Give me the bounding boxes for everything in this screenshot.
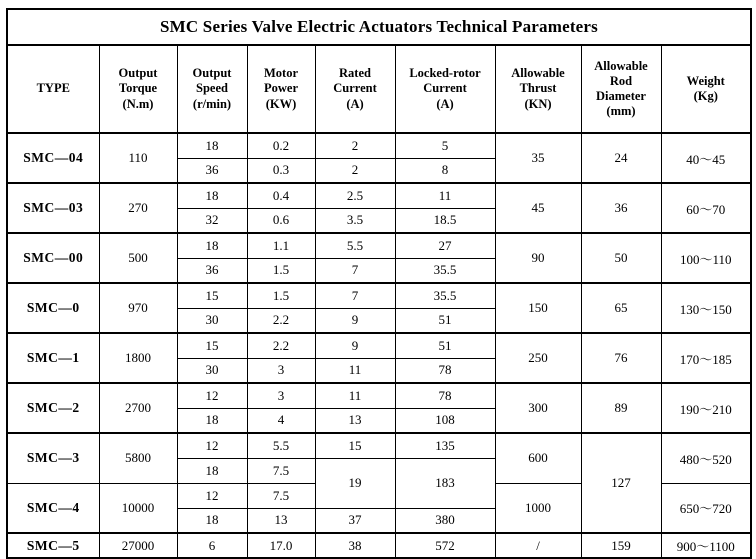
- row-locked-smc-04-a: 5: [395, 133, 495, 158]
- column-header-allowable-rod-diameter-line-1: Allowable: [594, 58, 648, 73]
- row-thrust-smc-04: 35: [495, 133, 581, 183]
- row-locked-smc-0-b: 51: [395, 308, 495, 333]
- page-title: SMC Series Valve Electric Actuators Technical Parameters: [7, 9, 751, 45]
- row-type-smc-3: SMC—3: [7, 433, 99, 483]
- row-rated-smc-3-b-span: 19: [315, 458, 395, 508]
- row-type-smc-0: SMC—0: [7, 283, 99, 333]
- row-rated-smc-0-a: 7: [315, 283, 395, 308]
- column-header-locked-rotor-current-line-2: Current: [423, 81, 467, 96]
- column-header-output-speed-line-3: (r/min): [192, 96, 232, 111]
- row-rated-smc-2-b: 13: [315, 408, 395, 433]
- technical-parameters-table: [6, 8, 752, 559]
- row-type-smc-4: SMC—4: [7, 483, 99, 533]
- row-rod-smc-3-and-smc-4: 127: [581, 433, 661, 533]
- column-header-weight-line-2: (Kg): [693, 89, 718, 103]
- row-locked-smc-1-a: 51: [395, 333, 495, 358]
- column-header-rated-current-line-3: (A): [346, 96, 364, 111]
- row-thrust-smc-5: /: [495, 533, 581, 558]
- column-header-locked-rotor-current-line-1: Locked-rotor: [409, 66, 481, 81]
- row-locked-smc-00-b: 35.5: [395, 258, 495, 283]
- row-weight-smc-2: 190～210: [661, 383, 751, 433]
- row-rod-smc-2: 89: [581, 383, 661, 433]
- row-power-smc-3-b: 7.5: [247, 458, 315, 483]
- row-locked-smc-2-b: 108: [395, 408, 495, 433]
- row-rated-smc-1-a: 9: [315, 333, 395, 358]
- row-locked-smc-03-b: 18.5: [395, 208, 495, 233]
- column-header-weight-line-1: Weight: [686, 73, 725, 88]
- row-rod-smc-1: 76: [581, 333, 661, 383]
- row-rated-smc-2-a: 11: [315, 383, 395, 408]
- row-locked-smc-00-a: 27: [395, 233, 495, 258]
- column-header-allowable-rod-diameter: [581, 45, 661, 133]
- row-type-smc-2: SMC—2: [7, 383, 99, 433]
- row-rated-smc-1-b: 11: [315, 358, 395, 383]
- column-header-motor-power: [247, 45, 315, 133]
- row-power-smc-04-b: 0.3: [247, 158, 315, 183]
- row-locked-smc-2-a: 78: [395, 383, 495, 408]
- table-row: [7, 433, 751, 458]
- row-locked-smc-0-a: 35.5: [395, 283, 495, 308]
- row-torque-smc-00: 500: [99, 233, 177, 283]
- table-row: [7, 183, 751, 208]
- row-weight-smc-0: 130～150: [661, 283, 751, 333]
- row-power-smc-1-b: 3: [247, 358, 315, 383]
- row-rated-smc-5: 38: [315, 533, 395, 558]
- row-speed-smc-3-a: 12: [177, 433, 247, 458]
- column-header-allowable-thrust: [495, 45, 581, 133]
- column-header-output-torque-line-1: Output: [118, 66, 158, 81]
- row-power-smc-00-b: 1.5: [247, 258, 315, 283]
- row-speed-smc-2-b: 18: [177, 408, 247, 433]
- row-speed-smc-3-b: 18: [177, 458, 247, 483]
- row-locked-smc-03-a: 11: [395, 183, 495, 208]
- row-power-smc-00-a: 1.1: [247, 233, 315, 258]
- row-power-smc-4-a: 7.5: [247, 483, 315, 508]
- row-type-smc-04: SMC—04: [7, 133, 99, 183]
- row-power-smc-04-a: 0.2: [247, 133, 315, 158]
- row-speed-smc-04-b: 36: [177, 158, 247, 183]
- column-header-allowable-rod-diameter-line-4: (mm): [606, 104, 636, 119]
- column-header-output-speed: [177, 45, 247, 133]
- table-header-row: [7, 45, 751, 133]
- column-header-output-torque-line-2: Torque: [118, 81, 158, 96]
- row-speed-smc-03-a: 18: [177, 183, 247, 208]
- row-locked-smc-1-b: 78: [395, 358, 495, 383]
- row-speed-smc-5: 6: [177, 533, 247, 558]
- row-power-smc-4-b: 13: [247, 508, 315, 533]
- row-rod-smc-0: 65: [581, 283, 661, 333]
- row-weight-smc-04: 40～45: [661, 133, 751, 183]
- row-type-smc-1: SMC—1: [7, 333, 99, 383]
- row-weight-smc-1: 170～185: [661, 333, 751, 383]
- row-torque-smc-03: 270: [99, 183, 177, 233]
- row-type-smc-00: SMC—00: [7, 233, 99, 283]
- row-rated-smc-4-b: 37: [315, 508, 395, 533]
- row-locked-smc-3-b-span: 183: [395, 458, 495, 508]
- row-torque-smc-04: 110: [99, 133, 177, 183]
- column-header-allowable-rod-diameter-line-2: Rod: [609, 73, 633, 88]
- row-power-smc-1-a: 2.2: [247, 333, 315, 358]
- row-weight-smc-4: 650～720: [661, 483, 751, 533]
- table-row: [7, 533, 751, 558]
- row-rated-smc-00-a: 5.5: [315, 233, 395, 258]
- column-header-locked-rotor-current: [395, 45, 495, 133]
- row-power-smc-3-a: 5.5: [247, 433, 315, 458]
- column-header-locked-rotor-current-line-3: (A): [436, 96, 454, 111]
- row-power-smc-0-a: 1.5: [247, 283, 315, 308]
- row-power-smc-03-a: 0.4: [247, 183, 315, 208]
- row-weight-smc-3: 480～520: [661, 433, 751, 483]
- row-power-smc-5: 17.0: [247, 533, 315, 558]
- row-torque-smc-5: 27000: [99, 533, 177, 558]
- row-rated-smc-00-b: 7: [315, 258, 395, 283]
- row-locked-smc-4-b: 380: [395, 508, 495, 533]
- row-rated-smc-03-a: 2.5: [315, 183, 395, 208]
- row-rod-smc-04: 24: [581, 133, 661, 183]
- table-row: [7, 233, 751, 258]
- column-header-allowable-thrust-line-2: Thrust: [519, 81, 557, 96]
- column-header-output-speed-line-1: Output: [192, 66, 232, 81]
- row-locked-smc-5: 572: [395, 533, 495, 558]
- row-speed-smc-03-b: 32: [177, 208, 247, 233]
- row-thrust-smc-1: 250: [495, 333, 581, 383]
- row-type-smc-5: SMC—5: [7, 533, 99, 558]
- row-speed-smc-00-b: 36: [177, 258, 247, 283]
- row-power-smc-2-b: 4: [247, 408, 315, 433]
- row-type-smc-03: SMC—03: [7, 183, 99, 233]
- row-rod-smc-03: 36: [581, 183, 661, 233]
- table-row: [7, 383, 751, 408]
- row-thrust-smc-00: 90: [495, 233, 581, 283]
- row-torque-smc-3: 5800: [99, 433, 177, 483]
- row-speed-smc-1-a: 15: [177, 333, 247, 358]
- column-header-rated-current-line-2: Current: [333, 81, 377, 96]
- row-locked-smc-3-a: 135: [395, 433, 495, 458]
- row-thrust-smc-4: 1000: [495, 483, 581, 533]
- table-row: [7, 283, 751, 308]
- row-thrust-smc-2: 300: [495, 383, 581, 433]
- row-speed-smc-00-a: 18: [177, 233, 247, 258]
- row-thrust-smc-0: 150: [495, 283, 581, 333]
- row-thrust-smc-3: 600: [495, 433, 581, 483]
- row-rated-smc-0-b: 9: [315, 308, 395, 333]
- column-header-output-speed-line-2: Speed: [196, 81, 228, 96]
- row-locked-smc-04-b: 8: [395, 158, 495, 183]
- row-torque-smc-0: 970: [99, 283, 177, 333]
- row-weight-smc-00: 100～110: [661, 233, 751, 283]
- row-speed-smc-4-b: 18: [177, 508, 247, 533]
- column-header-motor-power-line-1: Motor: [263, 66, 298, 81]
- column-header-allowable-rod-diameter-line-3: Diameter: [596, 89, 646, 103]
- row-speed-smc-0-a: 15: [177, 283, 247, 308]
- row-rated-smc-03-b: 3.5: [315, 208, 395, 233]
- row-speed-smc-04-a: 18: [177, 133, 247, 158]
- row-speed-smc-0-b: 30: [177, 308, 247, 333]
- column-header-rated-current: [315, 45, 395, 133]
- column-header-weight: [661, 45, 751, 133]
- column-header-output-torque: [99, 45, 177, 133]
- row-speed-smc-4-a: 12: [177, 483, 247, 508]
- row-rod-smc-5: 159: [581, 533, 661, 558]
- row-torque-smc-1: 1800: [99, 333, 177, 383]
- row-power-smc-03-b: 0.6: [247, 208, 315, 233]
- table-row: [7, 133, 751, 158]
- table-title-row: [7, 9, 751, 45]
- row-speed-smc-2-a: 12: [177, 383, 247, 408]
- column-header-type-line-1: TYPE: [36, 81, 70, 96]
- column-header-output-torque-line-3: (N.m): [122, 96, 154, 111]
- row-power-smc-0-b: 2.2: [247, 308, 315, 333]
- column-header-type: [7, 45, 99, 133]
- row-speed-smc-1-b: 30: [177, 358, 247, 383]
- column-header-allowable-thrust-line-1: Allowable: [511, 66, 565, 81]
- row-torque-smc-2: 2700: [99, 383, 177, 433]
- row-thrust-smc-03: 45: [495, 183, 581, 233]
- column-header-allowable-thrust-line-3: (KN): [524, 96, 552, 111]
- row-weight-smc-03: 60～70: [661, 183, 751, 233]
- column-header-rated-current-line-1: Rated: [339, 66, 371, 81]
- column-header-motor-power-line-3: (KW): [265, 96, 297, 111]
- column-header-motor-power-line-2: Power: [263, 81, 298, 96]
- row-torque-smc-4: 10000: [99, 483, 177, 533]
- row-rated-smc-04-b: 2: [315, 158, 395, 183]
- row-rod-smc-00: 50: [581, 233, 661, 283]
- table-row: [7, 333, 751, 358]
- row-weight-smc-5: 900～1100: [661, 533, 751, 558]
- row-power-smc-2-a: 3: [247, 383, 315, 408]
- row-rated-smc-04-a: 2: [315, 133, 395, 158]
- row-rated-smc-3-a: 15: [315, 433, 395, 458]
